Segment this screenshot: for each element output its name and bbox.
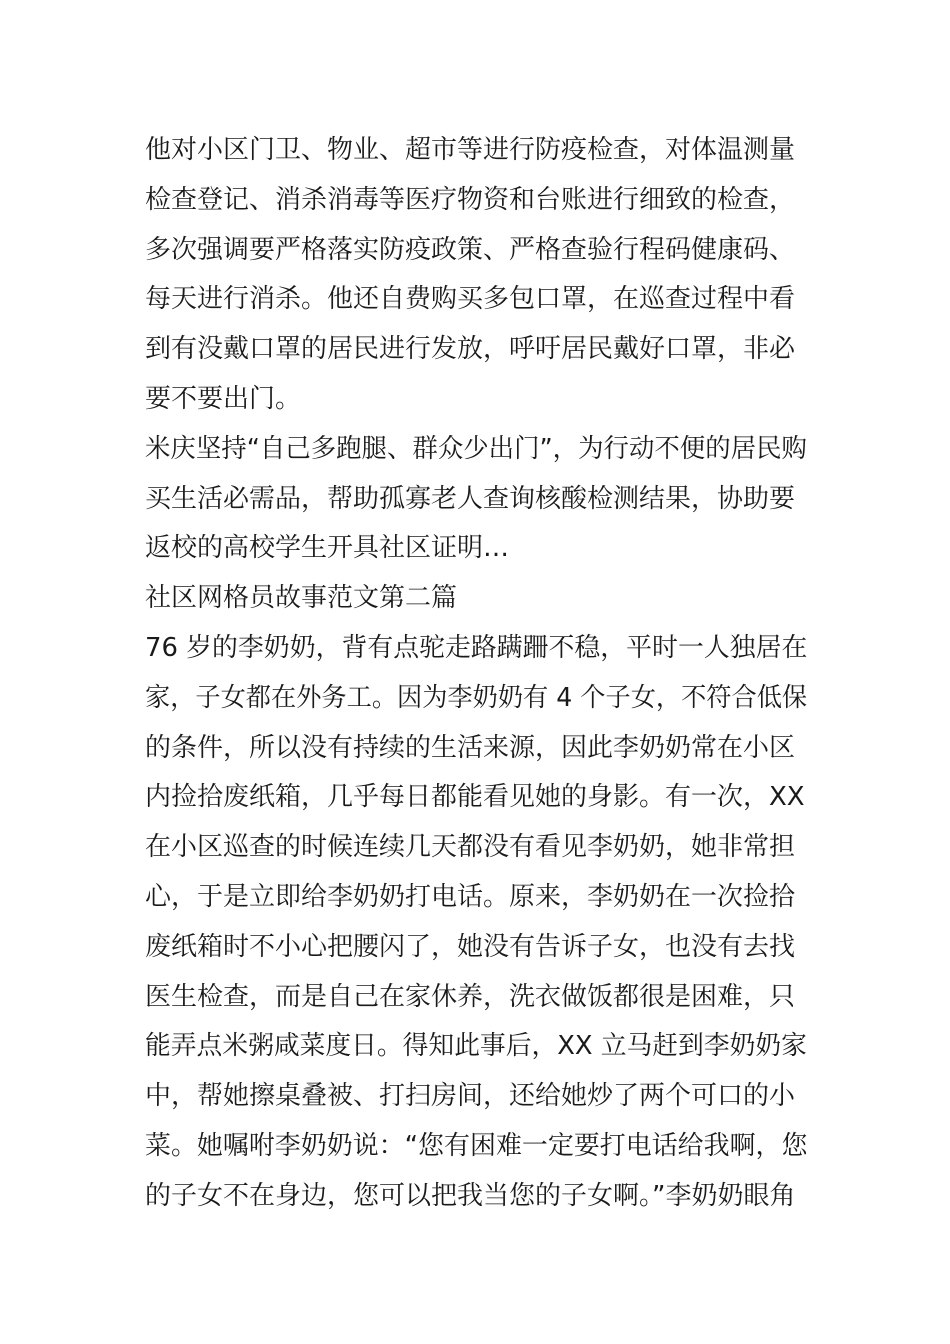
paragraph-grandma-li	[145, 624, 807, 1222]
text-line: 在小区巡查的时候连续几天都没有看见李奶奶，她非常担	[145, 832, 796, 863]
text-line: 能弄点米粥咸菜度日。得知此事后，XX 立马赶到李奶奶家	[145, 1031, 807, 1062]
text-line: 他对小区门卫、物业、超市等进行防疫检查，对体温测量	[145, 135, 796, 165]
text-line: 买生活必需品，帮助孤寡老人查询核酸检测结果，协助要	[145, 483, 796, 514]
text-line: 米庆坚持“自己多跑腿、群众少出门”，为行动不便的居民购	[145, 433, 807, 464]
text-line: 内捡拾废纸箱，几乎每日都能看见她的身影。有一次，XX	[145, 782, 805, 813]
text-line: 的子女不在身边，您可以把我当您的子女啊。”李奶奶眼角	[145, 1180, 796, 1211]
text-line: 每天进行消杀。他还自费购买多包口罩，在巡查过程中看	[145, 284, 796, 315]
text-line: 家，子女都在外务工。因为李奶奶有 4 个子女，不符合低保	[145, 682, 808, 713]
section-heading: 社区网格员故事范文第二篇	[145, 583, 458, 614]
text-line: 到有没戴口罩的居民进行发放，呼吁居民戴好口罩，非必	[145, 334, 796, 365]
text-line: 菜。她嘱咐李奶奶说：“您有困难一定要打电话给我啊，您	[145, 1130, 808, 1161]
text-line: 76 岁的李奶奶，背有点驼走路蹒跚不稳，平时一人独居在	[145, 632, 808, 663]
text-line: 心，于是立即给李奶奶打电话。原来，李奶奶在一次捡拾	[145, 881, 796, 912]
text-line: 废纸箱时不小心把腰闪了，她没有告诉子女，也没有去找	[145, 931, 796, 962]
document-body	[145, 126, 807, 1222]
text-line: 要不要出门。	[145, 383, 302, 414]
text-line: 检查登记、消杀消毒等医疗物资和台账进行细致的检查，	[145, 184, 796, 215]
text-line: 医生检查，而是自己在家休养，洗衣做饭都很是困难，只	[145, 981, 796, 1012]
text-line: 中，帮她擦桌叠被、打扫房间，还给她炒了两个可口的小	[145, 1081, 796, 1112]
text-line: 的条件，所以没有持续的生活来源，因此李奶奶常在小区	[145, 732, 796, 763]
paragraph-epidemic-inspection	[145, 126, 807, 425]
text-line: 返校的高校学生开具社区证明…	[145, 533, 510, 564]
text-line: 多次强调要严格落实防疫政策、严格查验行程码健康码、	[145, 234, 796, 265]
paragraph-mi-qing	[145, 425, 807, 574]
